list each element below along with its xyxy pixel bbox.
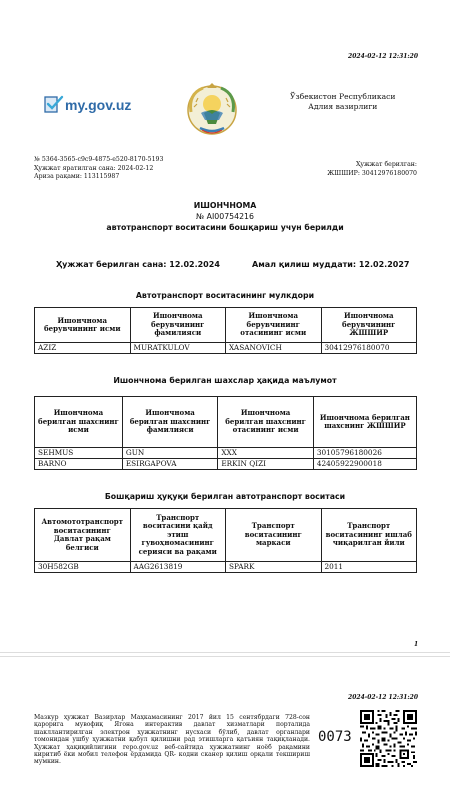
issued-to-label: Ҳужжат берилган: [355,161,417,168]
ministry-name [290,92,395,112]
table-cell: 42405922900018 [313,459,416,470]
page-separator [0,652,450,657]
table-cell: SEHMUS [35,448,123,459]
ministry-line-1: Ўзбекистон Республикаси [290,92,396,101]
table-cell: 30H582GB [35,562,131,573]
table-header: Транспорт воситасини қайд этиш гувоҳномасининг серияси ва рақами [130,509,226,562]
check-document-icon [44,95,64,115]
table-header: Ишончнома берилган шахснинг ЖШШИР [313,397,416,448]
table-cell: GUN [122,448,218,459]
table-cell: SPARK [226,562,322,573]
page-number: 1 [414,641,419,648]
state-emblem [183,80,241,138]
mygov-logo [44,95,144,117]
table-cell: MURATKULOV [130,343,226,354]
timestamp: 2024-02-12 12:31:20 [348,53,418,60]
table-row [35,562,417,573]
table-header: Ишончнома берувчининг отасининг исми [226,308,322,343]
table-cell: XASANOVICH [226,343,322,354]
application-number: Ариза рақами: 113115987 [34,173,120,180]
document-title: ИШОНЧНОМА [193,201,257,210]
table-cell: BARNO [35,459,123,470]
trustees-table [34,396,417,470]
table-cell: XXX [218,448,314,459]
owner-table [34,307,417,354]
created-date: Ҳужжат яратилган сана: 2024-02-12 [34,164,154,172]
table-row [35,343,417,354]
table-cell: ERKIN QIZI [218,459,314,470]
section-vehicle-title: Бошқариш ҳуқуқи берилган автотранспорт воситаси [104,492,346,501]
table-header: Ишончнома берувчининг фамилияси [130,308,226,343]
title-block [0,200,450,233]
vehicle-table [34,508,417,573]
section-owner-title: Автотранспорт воситасининг мулкдори [135,291,315,300]
table-row [35,459,417,470]
table-header: Транспорт воситасининг маркаси [226,509,322,562]
document-subtitle: автотранспорт воситасини бошқариш учун берилди [106,223,344,232]
document-meta-left [34,156,163,182]
table-row [35,448,417,459]
document-number: № AI00754216 [196,212,254,221]
table-cell: 30105796180026 [313,448,416,459]
table-header: Транспорт воситасининг ишлаб чиқарилган йили [321,509,417,562]
table-cell: ESIRGAPOVA [122,459,218,470]
document-meta-right [327,161,417,178]
timestamp-footer: 2024-02-12 12:31:20 [348,694,418,701]
table-header: Автомототранспорт воситасининг Давлат рақам белгиси [35,509,131,562]
footer-disclaimer: Мазкур ҳужжат Вазирлар Маҳкамасининг 2017 йил 15 сентябрдаги 728-сон қарорига мувофиқ Ягона интерактив давлат хизматлари порталида шакллантирилган электрон ҳужжатнинг нусхаси бўлиб, давлат органлари томонидан ушбу ҳужжатни қабул қилишни рад этишларга қатъиян тақиқланади. Ҳужжат ҳақиқийлигини repo.gov.uz веб-сайтида ҳужжатнинг ноёб рақамини киритиб ёки мобил телефон ёрдамида QR- кодни сканер қилиш орқали текшириш мумкин. [34,714,310,766]
table-cell: AAG2613819 [130,562,226,573]
document-code: 0073 [318,729,352,745]
valid-until: Амал қилиш муддати: 12.02.2027 [252,260,410,269]
section-trustees-title: Ишончнома берилган шахслар ҳақида маълумот [113,376,337,385]
table-cell: 30412976180070 [321,343,417,354]
issued-to-pinfl: ЖШШИР: 30412976180070 [327,169,417,177]
table-header: Ишончнома берувчининг ЖШШИР [321,308,417,343]
table-header: Ишончнома берилган шахснинг отасининг исми [218,397,314,448]
ministry-line-2: Адлия вазирлиги [308,102,378,111]
table-header: Ишончнома берувчининг исми [35,308,131,343]
table-header: Ишончнома берилган шахснинг исми [35,397,123,448]
table-cell: 2011 [321,562,417,573]
issue-date: Ҳужжат берилган сана: 12.02.2024 [56,260,220,269]
table-cell: AZIZ [35,343,131,354]
qr-code [360,710,417,767]
document-id: № 5364-3565-c9c9-4875-e520-8170-5193 [34,156,164,163]
logo-text: my.gov.uz [65,97,132,113]
table-header: Ишончнома берилган шахснинг фамилияси [122,397,218,448]
